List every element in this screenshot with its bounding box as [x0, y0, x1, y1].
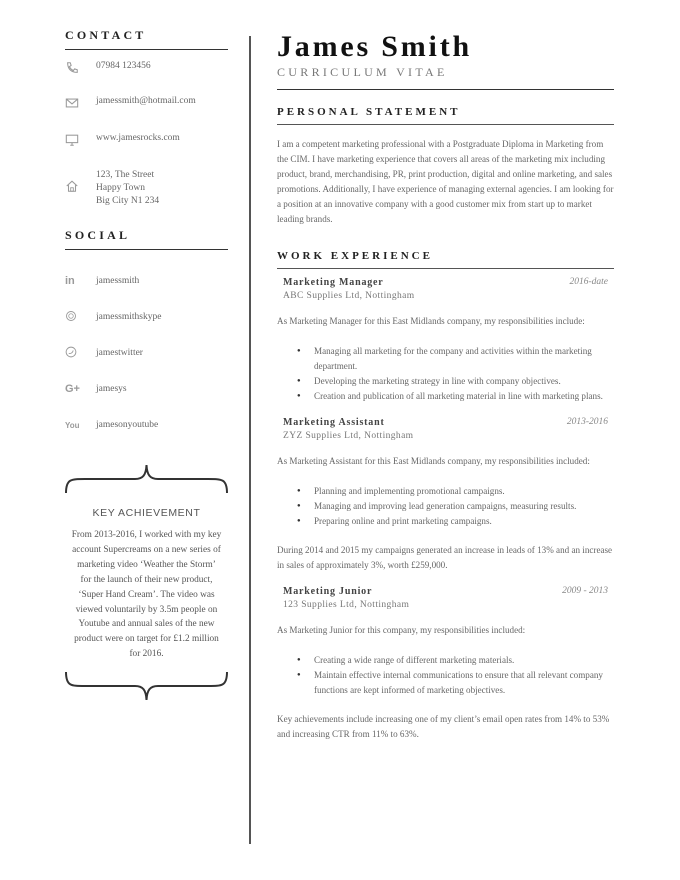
job-outro: Key achievements include increasing one of my client’s email open rates from 14% to 53% and increasing CTR from 11% to 63%. [277, 714, 610, 739]
address-text [96, 169, 159, 208]
twitter-icon [65, 346, 96, 361]
list-item: ● Creation and publication of all marketing material in line with marketing plans. [314, 389, 614, 404]
list-item: ● Managing and improving lead generation campaigns, measuring results. [314, 499, 614, 514]
job-title: Marketing Junior [283, 586, 373, 597]
phone-icon [65, 60, 96, 75]
job-date: 2009 - 2013 [562, 586, 608, 596]
job-intro: As Marketing Assistant for this East Midlands company, my responsibilities included: [277, 456, 590, 466]
social-label-google-plus[interactable]: jamesys [96, 384, 127, 394]
contact-address [65, 169, 228, 208]
social-label-youtube[interactable]: jamesonyoutube [96, 420, 159, 430]
contact-list [65, 60, 228, 208]
contact-website [65, 132, 228, 147]
monitor-icon [65, 132, 96, 147]
address-line-3: Big City N1 234 [96, 196, 160, 206]
job-intro: As Marketing Junior for this company, my responsibilities included: [277, 625, 526, 635]
social-item-twitter [65, 335, 228, 371]
website-text[interactable]: www.jamesrocks.com [96, 133, 180, 143]
brace-bottom [65, 668, 228, 702]
job-intro: As Marketing Manager for this East Midlands company, my responsibilities include: [277, 316, 585, 326]
home-icon [65, 169, 96, 193]
address-line-2: Happy Town [96, 183, 146, 193]
contact-email [65, 95, 228, 110]
document-subtitle: CURRICULUM VITAE [277, 65, 614, 90]
job-company: ABC Supplies Ltd, Nottingham [283, 291, 415, 301]
contact-heading: CONTACT [65, 28, 228, 50]
email-text[interactable]: jamessmith@hotmail.com [96, 96, 196, 106]
social-item-skype [65, 299, 228, 335]
list-item: ● Preparing online and print marketing campaigns. [314, 514, 614, 529]
social-item-linkedin [65, 263, 228, 299]
contact-phone [65, 60, 228, 75]
job-entry [277, 586, 614, 742]
skype-icon [65, 310, 96, 325]
job-date: 2016-date [569, 277, 608, 287]
personal-statement-heading: PERSONAL STATEMENT [277, 106, 614, 125]
google-plus-icon: G+ [65, 383, 80, 395]
job-entry [277, 417, 614, 573]
social-item-google-plus [65, 371, 228, 407]
social-item-youtube [65, 407, 228, 443]
achievement-text: From 2013-2016, I worked with my key account Supercreams on a new series of marketing video ‘Weather the Storm’ for the launch of their new product, ‘Super Hand Cream’. The video was viewed voluntarily by 3.5m people on Youtube and annual sales of the new product were on target for £1.2 million for 2016. [71, 530, 222, 660]
candidate-name: James Smith [277, 30, 472, 63]
job-title: Marketing Assistant [283, 417, 385, 428]
social-label-linkedin[interactable]: jamessmith [96, 276, 140, 286]
job-company: 123 Supplies Ltd, Nottingham [283, 600, 410, 610]
work-experience-heading: WORK EXPERIENCE [277, 250, 614, 269]
social-heading: SOCIAL [65, 228, 228, 250]
job-title: Marketing Manager [283, 277, 384, 288]
job-bullets [277, 344, 614, 404]
job-date: 2013-2016 [566, 417, 608, 427]
job-bullets [277, 484, 614, 529]
social-label-skype[interactable]: jamessmithskype [96, 312, 162, 322]
achievement-title: KEY ACHIEVEMENT [92, 507, 201, 519]
list-item: ● Maintain effective internal communications to ensure that all relevant company functions are kept informed of marketing objectives. [314, 668, 614, 698]
job-entry [277, 277, 614, 404]
linkedin-icon: in [65, 275, 75, 287]
envelope-icon [65, 95, 96, 110]
sidebar [65, 28, 228, 702]
phone-text[interactable]: 07984 123456 [96, 61, 151, 71]
list-item: ● Developing the marketing strategy in line with company objectives. [314, 374, 614, 389]
job-company: ZYZ Supplies Ltd, Nottingham [283, 431, 414, 441]
youtube-icon: You [65, 420, 80, 430]
job-bullets [277, 653, 614, 698]
main-content [277, 30, 614, 742]
list-item: ● Creating a wide range of different marketing materials. [314, 653, 614, 668]
job-outro: During 2014 and 2015 my campaigns generated an increase in leads of 13% and an increase in sales of approximately 3%, worth £259,000. [277, 545, 613, 570]
vertical-divider [249, 36, 251, 844]
social-list [65, 263, 228, 443]
list-item: ● Managing all marketing for the company and activities within the marketing department. [314, 344, 614, 374]
personal-statement-text: I am a competent marketing professional with a Postgraduate Diploma in Marketing from the CIM. I have marketing experience that covers all areas of the marketing mix including product, brand, merchandising, PR, print production, digital and online marketing, and sales promotions. Additionally, I have experience of managing external agencies. I am looking for a position at an innovative company with a good customer mix from start up to market leading brands. [277, 139, 614, 224]
address-line-1: 123, The Street [96, 170, 155, 180]
list-item: ● Planning and implementing promotional campaigns. [314, 484, 614, 499]
social-label-twitter[interactable]: jamestwitter [96, 348, 143, 358]
brace-top [65, 463, 228, 497]
